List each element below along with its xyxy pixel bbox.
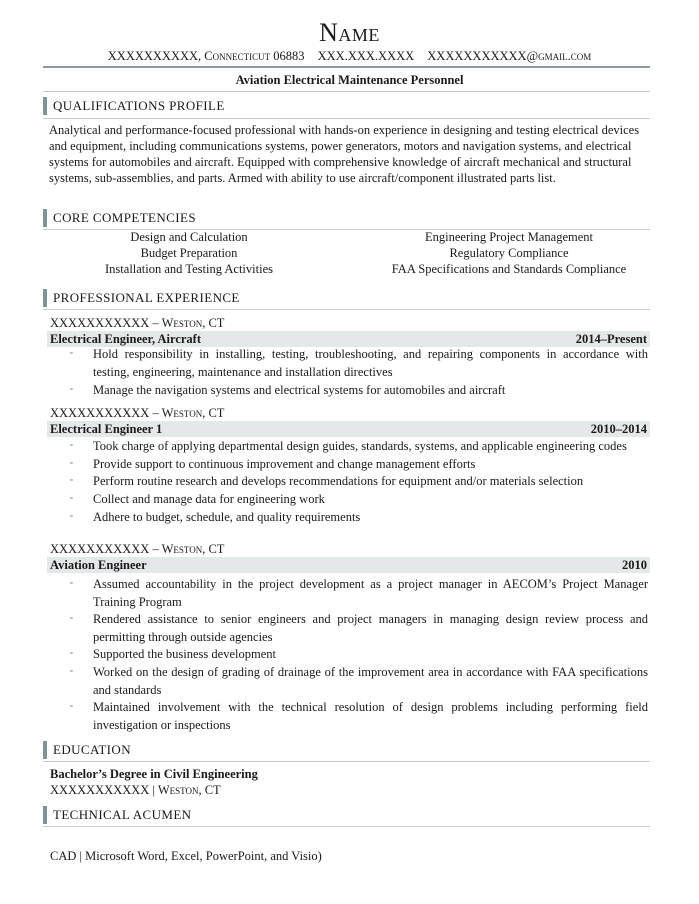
job-company — [50, 405, 224, 421]
job-bullet: Supported the business development — [93, 647, 276, 661]
education-school — [50, 782, 221, 798]
company-name: XXXXXXXXXXX — [50, 316, 150, 330]
header-divider — [43, 66, 650, 68]
company-location: – Weston, CT — [152, 406, 225, 420]
competency-item: Budget Preparation — [140, 246, 238, 260]
job-company — [50, 541, 224, 557]
section-heading-experience: PROFESSIONAL EXPERIENCE — [43, 289, 650, 307]
candidate-name: Name — [319, 18, 380, 47]
company-location: – Weston, CT — [152, 316, 225, 330]
job-bullet: Worked on the design of grading of drainage of the improvement area in accordance with FAA specifications and standards — [93, 665, 648, 697]
job-title-bar — [47, 557, 650, 573]
competency-item: Regulatory Compliance — [449, 246, 569, 260]
section-heading-qualifications: QUALIFICATIONS PROFILE — [43, 97, 650, 115]
target-divider — [43, 91, 650, 92]
job-title: Electrical Engineer, Aircraft — [50, 332, 202, 346]
square-bullet-icon: ▫ — [70, 459, 73, 467]
job-bullet: Maintained involvement with the technical resolution of design problems including performing field investigation or inspections — [93, 700, 648, 732]
job-dates: 2014–Present — [575, 332, 647, 346]
job-bullet: Collect and manage data for engineering work — [93, 492, 325, 506]
square-bullet-icon: ▫ — [70, 614, 73, 622]
job-title: Electrical Engineer 1 — [50, 422, 163, 436]
competency-item: FAA Specifications and Standards Compliance — [391, 262, 627, 276]
competency-item: Design and Calculation — [130, 230, 248, 244]
school-name: XXXXXXXXXXX — [50, 783, 150, 797]
section-heading-competencies: CORE COMPETENCIES — [43, 209, 650, 227]
square-bullet-icon: ▫ — [70, 441, 73, 449]
contact-line — [0, 49, 699, 63]
section-divider — [43, 761, 650, 762]
square-bullet-icon: ▫ — [70, 512, 73, 520]
square-bullet-icon: ▫ — [70, 385, 73, 393]
contact-location: XXXXXXXXXX, Connecticut 06883 — [107, 49, 305, 63]
square-bullet-icon: ▫ — [70, 579, 73, 587]
school-location: | Weston, CT — [152, 783, 221, 797]
company-name: XXXXXXXXXXX — [50, 406, 150, 420]
company-name: XXXXXXXXXXX — [50, 542, 150, 556]
job-dates: 2010–2014 — [590, 422, 647, 436]
target-title: Aviation Electrical Maintenance Personnel — [235, 73, 464, 87]
job-bullet: Rendered assistance to senior engineers and project managers in managing design review process and permitting through outside agencies — [93, 612, 648, 644]
job-bullet: Hold responsibility in installing, testing, troubleshooting, and repairing components in accordance with testing, engineering, maintenance and installation directives — [93, 347, 648, 379]
education-degree: Bachelor’s Degree in Civil Engineering — [50, 767, 258, 781]
job-company — [50, 315, 224, 331]
square-bullet-icon: ▫ — [70, 667, 73, 675]
job-bullet: Assumed accountability in the project development as a project manager in AECOM’s Project Manager Training Program — [93, 577, 648, 609]
job-bullet: Provide support to continuous improvement and change management efforts — [93, 457, 476, 471]
section-divider — [43, 118, 650, 119]
job-bullet: Perform routine research and develops recommendations for equipment and/or materials selection — [93, 474, 584, 488]
contact-email: XXXXXXXXXXX@gmail.com — [427, 49, 592, 63]
job-title: Aviation Engineer — [50, 558, 147, 572]
job-title-bar — [47, 421, 650, 437]
technical-skills: CAD | Microsoft Word, Excel, PowerPoint, and Visio) — [50, 849, 322, 863]
company-location: – Weston, CT — [152, 542, 225, 556]
job-bullet: Took charge of applying departmental design guides, standards, systems, and applicable engineering codes — [93, 439, 627, 453]
square-bullet-icon: ▫ — [70, 476, 73, 484]
section-heading-technical: TECHNICAL ACUMEN — [43, 806, 650, 824]
square-bullet-icon: ▫ — [70, 702, 73, 710]
section-heading-education: EDUCATION — [43, 741, 650, 759]
competency-item: Engineering Project Management — [425, 230, 593, 244]
section-divider — [43, 826, 650, 827]
square-bullet-icon: ▫ — [70, 649, 73, 657]
job-bullet: Manage the navigation systems and electrical systems for automobiles and aircraft — [93, 383, 506, 397]
section-divider — [43, 309, 650, 310]
square-bullet-icon: ▫ — [70, 494, 73, 502]
job-bullet: Adhere to budget, schedule, and quality requirements — [93, 510, 361, 524]
job-dates: 2010 — [622, 558, 647, 572]
qualifications-summary: Analytical and performance-focused professional with hands-on experience in designing and testing electrical devices and equipment, including communications systems, power generators, motors and navigation systems, and electrical systems for automobiles and aircraft. Equipped with comprehensive knowledge of aircraft mechanical and structural systems, sub-assemblies, and parts. Armed with ability to use aircraft/component illustrated parts list. — [49, 123, 640, 185]
contact-phone: XXX.XXX.XXXX — [317, 49, 415, 63]
square-bullet-icon: ▫ — [70, 349, 73, 357]
competency-item: Installation and Testing Activities — [105, 262, 273, 276]
